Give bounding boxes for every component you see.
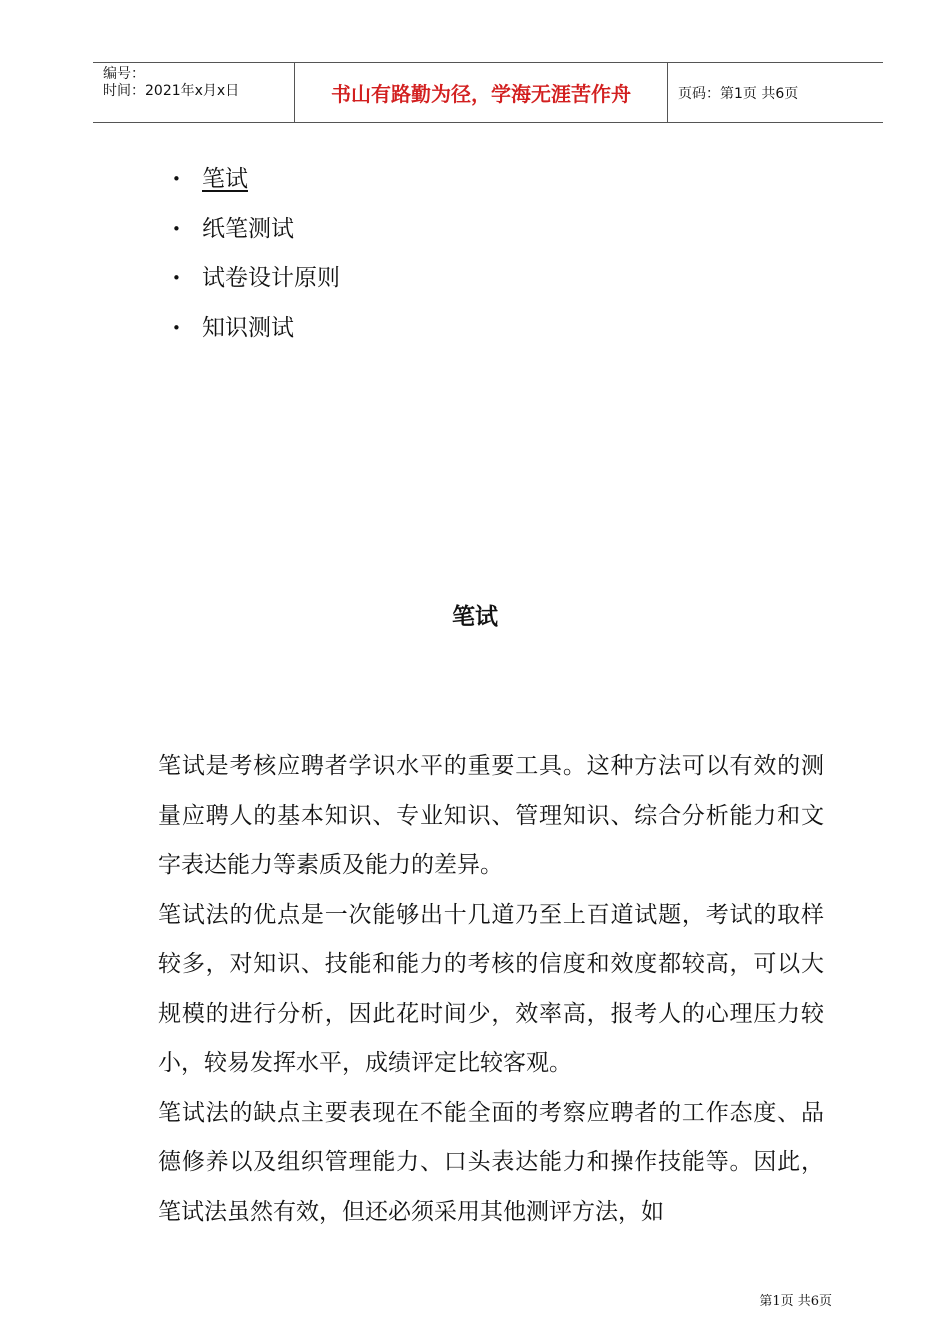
page-footer: 第1页 共6页 <box>759 1294 832 1309</box>
body-text <box>158 742 824 1237</box>
bullet-item: • 试卷设计原则 <box>172 255 340 305</box>
paragraph: 笔试法的优点是一次能够出十几道乃至上百道试题，考试的取样较多，对知识、技能和能力的考核的信度和效度都较高，可以大规模的进行分析，因此花时间少，效率高，报考人的心理压力较小，较易发挥水平，成绩评定比较客观。 <box>158 901 824 1076</box>
header-motto: 书山有路勤为径，学海无涯苦作舟 <box>295 63 668 122</box>
header-page-info: 页码：第1页 共6页 <box>678 85 799 102</box>
header-meta <box>93 63 295 122</box>
paragraph: 笔试是考核应聘者学识水平的重要工具。这种方法可以有效的测量应聘人的基本知识、专业知识、管理知识、综合分析能力和文字表达能力等素质及能力的差异。 <box>158 753 824 878</box>
bullet-item-link[interactable]: • 笔试 <box>172 156 340 206</box>
time-label: 时间：2021年x月x日 <box>103 83 240 99</box>
bullet-item: • 知识测试 <box>172 305 340 355</box>
paragraph: 笔试法的缺点主要表现在不能全面的考察应聘者的工作态度、品德修养以及组织管理能力、口头表达能力和操作技能等。因此，笔试法虽然有效，但还必须采用其他测评方法，如 <box>158 1099 824 1225</box>
section-title: 笔试 <box>452 604 498 630</box>
page-header <box>93 62 883 123</box>
number-label: 编号： <box>103 66 145 82</box>
bullet-list <box>172 156 340 354</box>
bullet-item: • 纸笔测试 <box>172 206 340 256</box>
